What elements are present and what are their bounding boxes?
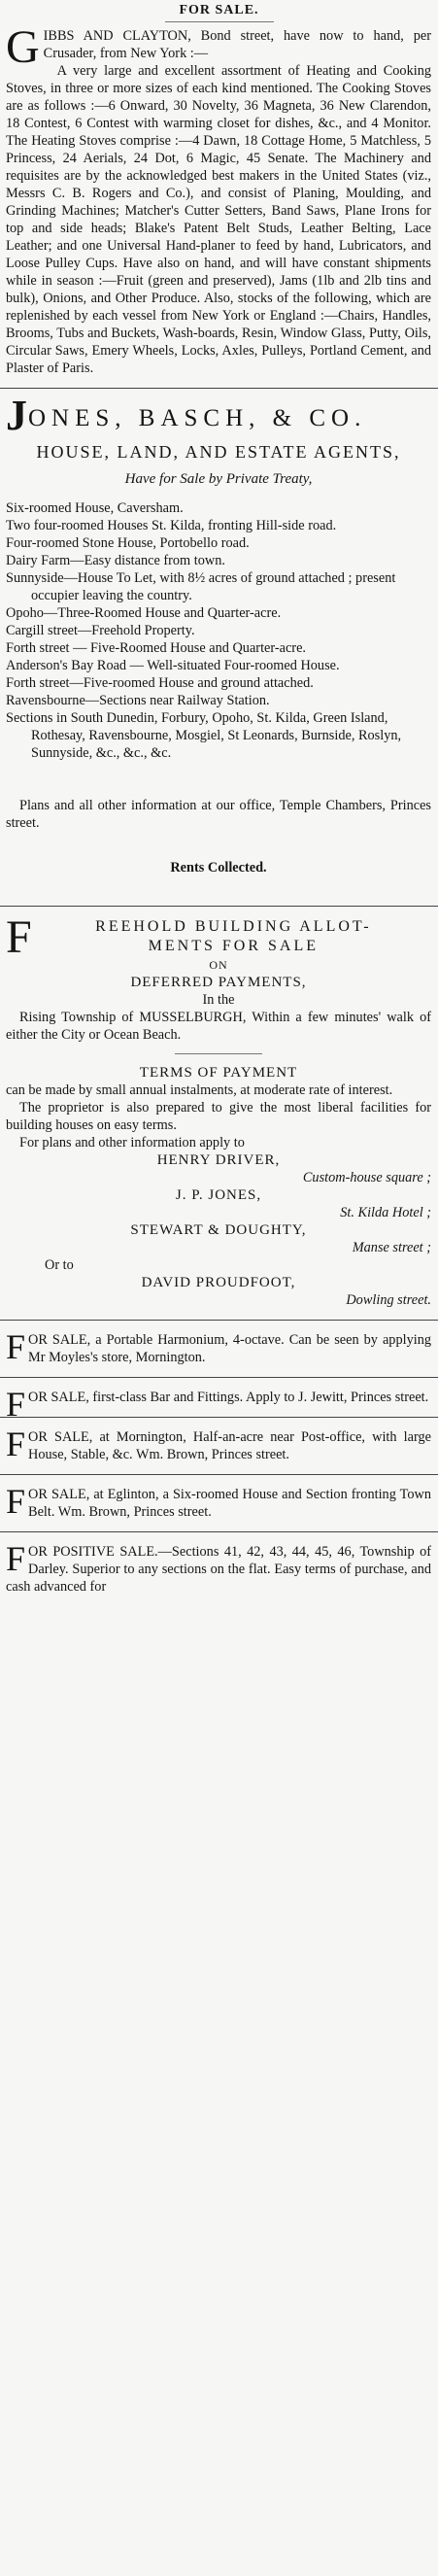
- ad-lead: IBBS AND CLAYTON, Bond street, have now to hand, per Crusader, from New York :—: [43, 28, 431, 61]
- agent-location: Custom-house square ;: [302, 1170, 431, 1185]
- divider: [0, 906, 438, 907]
- divider: [0, 1320, 438, 1321]
- small-ad: [0, 1482, 438, 1521]
- agent-name: J. P. JONES,: [175, 1187, 262, 1203]
- listing-item: Four-roomed Stone House, Portobello road.: [6, 535, 250, 551]
- small-ad: [0, 1425, 438, 1463]
- ad-body: A very large and excellent assortment of Heating and Cooking Stoves, in three or more sizes of each kind mentioned. The Cooking Stoves are as follows :—6 Onward, 30 Novelty, 36 Magneta, 36 New Clarendon, 18 Contest, 6 Contest with warming closet for dishes, &c., and 4 Monitor. The Heating Stoves comprise :—4 Dawn, 18 Cottage Home, 5 Matchless, 5 Princess, 24 Aerials, 24 Dot, 6 Magic, 45 Senate. The Machinery and requisites are by the acknowledged best makers in the United States (viz., Messrs C. B. Rogers and Co.), and consist of Planing, Moulding, and Grinding Machines; Matcher's Cutter Setters, Band Saws, Plane Irons for top and side heads; Blake's Patent Belt Studs, Leather Belting, Lace Leather; and one Universal Hand-planer to feed by hand, Lubricators, and Loose Pulley Cups. Have also on hand, and will have constant shipments while in season :—Fruit (green and preserved), Jams (1lb and 2lb tins and bulk), Onions, and Other Produce. Also, stocks of the following, which are replenished by each vessel from New York or England :—Chairs, Handles, Brooms, Tubs and Buckets, Wash-boards, Resin, Window Glass, Putty, Oils, Circular Saws, Emery Wheels, Locks, Axles, Pulleys, Portland Cement, and Plaster of Paris.: [6, 63, 431, 376]
- terms-heading: TERMS OF PAYMENT: [139, 1065, 298, 1081]
- firm-name: [6, 392, 431, 439]
- listing-item: Two four-roomed Houses St. Kilda, fronting Hill-side road.: [6, 518, 337, 533]
- firm-initial: J: [6, 392, 28, 439]
- agent-name: HENRY DRIVER,: [156, 1152, 281, 1168]
- divider: [0, 388, 438, 389]
- listing-item: Sunnyside—House To Let, with 8½ acres of ground attached ; present occupier leaving the country.: [6, 570, 396, 603]
- small-ad: [0, 1539, 438, 1596]
- agent-location: Manse street ;: [352, 1240, 431, 1255]
- apply-text: For plans and other information apply to: [19, 1135, 245, 1151]
- or-to: Or to: [45, 1257, 74, 1273]
- small-ad: [0, 1327, 438, 1366]
- jones-basch-ad: [0, 392, 438, 876]
- small-ad: [0, 1385, 438, 1424]
- listing-item: Dairy Farm—Easy distance from town.: [6, 553, 225, 568]
- gibbs-clayton-ad: [0, 21, 438, 377]
- drop-cap: F: [6, 1425, 26, 1463]
- drop-cap: F: [6, 1327, 26, 1366]
- location: Rising Township of MUSSELBURGH, Within a few minutes' walk of either the City or Ocean Beach.: [6, 1010, 431, 1043]
- drop-cap: G: [6, 21, 40, 73]
- drop-cap: F: [6, 1385, 26, 1424]
- ad-heading: REEHOLD BUILDING ALLOT-: [95, 918, 372, 935]
- listing-item: Ravensbourne—Sections near Railway Station.: [6, 693, 270, 708]
- agent-location: Dowling street.: [346, 1292, 431, 1308]
- proprietor-text: The proprietor is also prepared to give the most liberal facilities for building houses on easy terms.: [6, 1100, 431, 1133]
- listing-item: Opoho—Three-Roomed House and Quarter-acre.: [6, 605, 282, 621]
- drop-cap: F: [6, 1482, 26, 1521]
- small-ad-text: OR SALE, a Portable Harmonium, 4-octave. Can be seen by applying Mr Moyles's store, Mornington.: [28, 1332, 431, 1365]
- listing-item: Six-roomed House, Caversham.: [6, 500, 184, 516]
- divider: [0, 1474, 438, 1475]
- listing-item: Forth street — Five-Roomed House and Quarter-acre.: [6, 640, 306, 656]
- small-ad-text: OR SALE, first-class Bar and Fittings. Apply to J. Jewitt, Princes street.: [28, 1390, 429, 1405]
- drop-cap: F: [6, 1539, 26, 1578]
- deferred-payments: DEFERRED PAYMENTS,: [130, 975, 307, 990]
- office-info: Plans and all other information at our office, Temple Chambers, Princes street.: [6, 798, 431, 831]
- in-the: In the: [202, 992, 235, 1008]
- short-rule: [175, 1053, 262, 1054]
- freehold-allotments-ad: [0, 911, 438, 1309]
- small-ad-text: OR POSITIVE SALE.—Sections 41, 42, 43, 44, 45, 46, Township of Darley. Superior to any sections on the flat. Easy terms of purchase, and cash advanced for: [6, 1544, 431, 1595]
- listing-item: Anderson's Bay Road — Well-situated Four-roomed House.: [6, 658, 340, 673]
- listing-item: Cargill street—Freehold Property.: [6, 623, 195, 638]
- firm-title: ONES, BASCH, & CO.: [28, 405, 367, 431]
- firm-intro: Have for Sale by Private Treaty,: [124, 471, 313, 487]
- divider: [0, 1417, 438, 1418]
- terms-text: can be made by small annual instalments, at moderate rate of interest.: [6, 1082, 393, 1098]
- column-heading: FOR SALE.: [0, 0, 438, 19]
- listing-item: Sections in South Dunedin, Forbury, Opoho, St. Kilda, Green Island, Rothesay, Ravensbourne, Mosgiel, St Leonards, Burnside, Roslyn, Sunnyside, &c., &c., &c.: [6, 710, 402, 761]
- agent-name: DAVID PROUDFOOT,: [141, 1275, 296, 1290]
- small-ad-text: OR SALE, at Eglinton, a Six-roomed House and Section fronting Town Belt. Wm. Brown, Princes street.: [28, 1487, 431, 1520]
- ad-heading-2: MENTS FOR SALE: [148, 938, 320, 954]
- listing-item: Forth street—Five-roomed House and ground attached.: [6, 675, 314, 691]
- divider: [0, 1377, 438, 1378]
- small-ad-text: OR SALE, at Mornington, Half-an-acre near Post-office, with large House, Stable, &c. Wm. Brown, Princes street.: [28, 1429, 431, 1462]
- firm-subtitle: HOUSE, LAND, AND ESTATE AGENTS,: [36, 442, 401, 462]
- ad-on: ON: [209, 958, 228, 972]
- drop-cap: F: [6, 911, 32, 963]
- agent-location: St. Kilda Hotel ;: [340, 1205, 431, 1220]
- agent-name: STEWART & DOUGHTY,: [130, 1222, 307, 1238]
- divider: [0, 1531, 438, 1532]
- rents-collected: Rents Collected.: [170, 860, 267, 876]
